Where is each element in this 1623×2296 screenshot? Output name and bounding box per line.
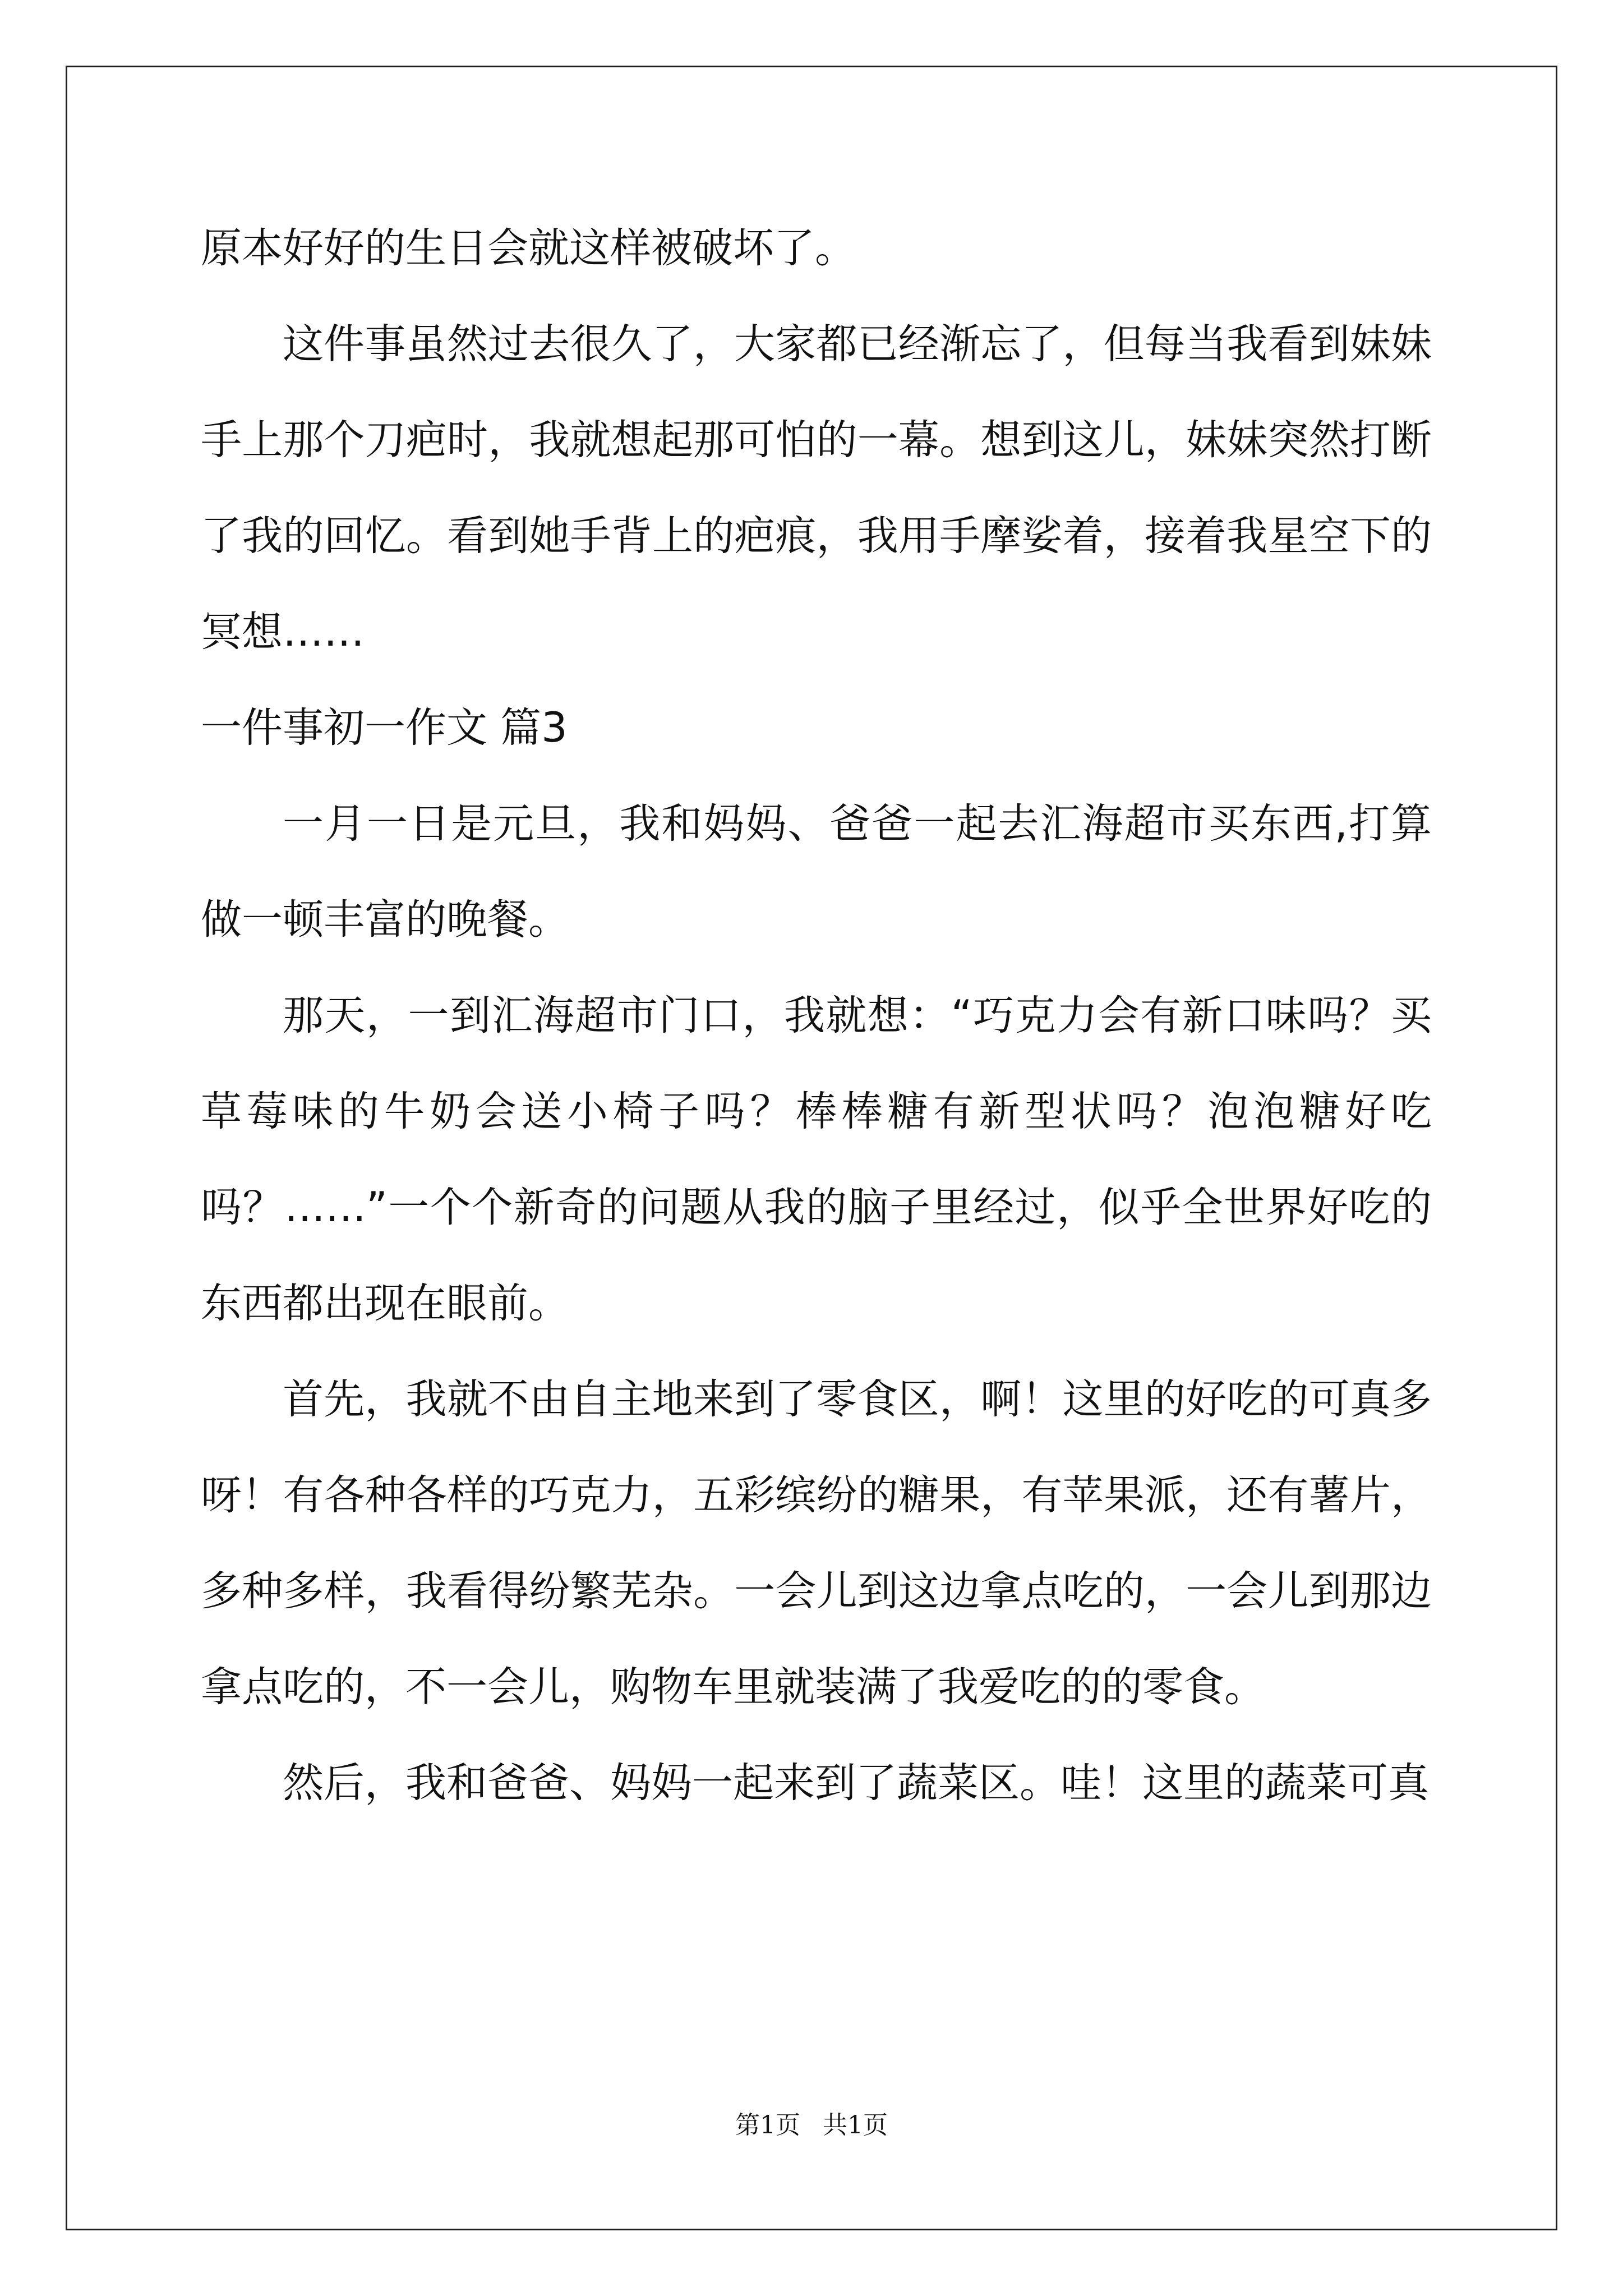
paragraph-5: 首先，我就不由自主地来到了零食区，啊！这里的好吃的可真多呀！有各种各样的巧克力，五彩缤纷的糖果，有苹果派，还有薯片，多种多样，我看得纷繁芜杂。一会儿到这边拿点吃的，一会儿到那边拿点吃的，不一会儿，购物车里就装满了我爱吃的的零食。	[201, 1375, 1432, 1711]
paragraph-4: 那天，一到汇海超市门口，我就想：“巧克力会有新口味吗？买草莓味的牛奶会送小椅子吗？棒棒糖有新型状吗？泡泡糖好吃吗？……”一个个新奇的问题从我的脑子里经过，似乎全世界好吃的东西都出现在眼前。	[201, 992, 1432, 1327]
paragraph-1: 原本好好的生日会就这样被破坏了。	[201, 224, 856, 272]
page-footer	[0, 2105, 1623, 2141]
paragraph-6: 然后，我和爸爸、妈妈一起来到了蔬菜区。哇！这里的蔬菜可真	[283, 1759, 1429, 1807]
page-number: 第1页	[735, 2111, 800, 2139]
page-total: 共1页	[823, 2111, 888, 2139]
paragraph-2: 这件事虽然过去很久了，大家都已经渐忘了，但每当我看到妹妹手上那个刀疤时，我就想起那可怕的一幕。想到这儿，妹妹突然打断了我的回忆。看到她手背上的疤痕，我用手摩娑着，接着我星空下的冥想……	[201, 320, 1432, 656]
paragraph-3: 一月一日是元旦，我和妈妈、爸爸一起去汇海超市买东西,打算做一顿丰富的晚餐。	[201, 800, 1432, 944]
section-heading: 一件事初一作文 篇3	[201, 704, 568, 752]
document-body	[201, 200, 1432, 1831]
